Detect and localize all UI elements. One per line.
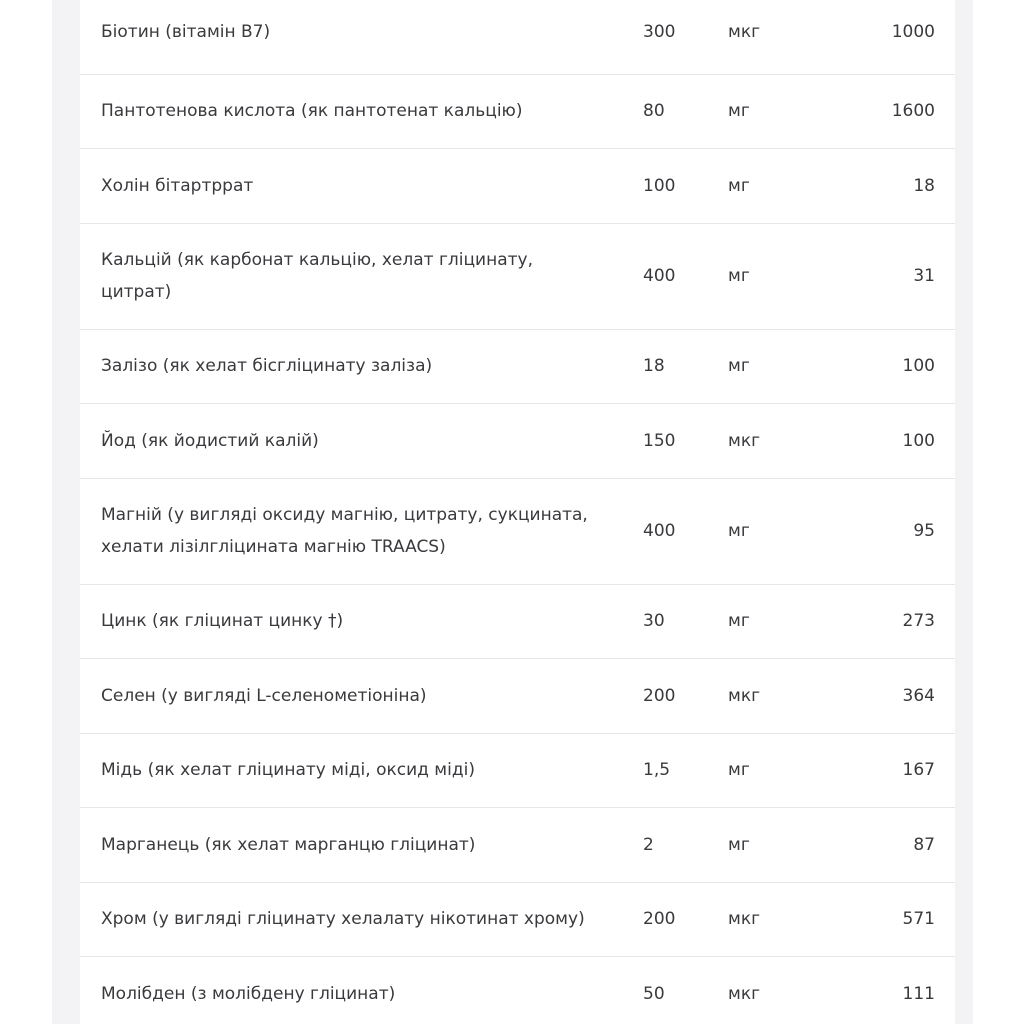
nutrient-daily-value: 31 [913,266,935,286]
table-row [80,75,955,150]
nutrient-daily-value: 111 [902,983,935,1004]
nutrient-daily-value: 95 [913,521,935,541]
left-gutter [52,0,80,1024]
nutrient-daily-value: 87 [913,834,935,855]
table-row [80,479,955,585]
nutrient-name: Марганець (як хелат марганцю гліцинат) [101,834,476,855]
table-row [80,734,955,809]
nutrient-unit: мг [728,760,750,781]
nutrient-amount: 2 [643,834,654,855]
nutrient-amount: 30 [643,611,665,632]
nutrient-daily-value: 18 [913,175,935,196]
nutrient-amount: 150 [643,430,676,451]
right-gutter [955,0,973,1024]
table-row [80,957,955,1024]
table-row [80,404,955,479]
nutrient-name: Магній (у вигляді оксиду магнію, цитрату, сукцината, хелати лізілгліцината магнію TRAACS) [101,505,588,557]
nutrient-unit: мг [728,101,750,122]
table-row [80,330,955,405]
nutrient-unit: мг [728,611,750,632]
table-row [80,149,955,224]
nutrient-unit: мг [728,175,750,196]
nutrient-amount: 200 [643,909,676,930]
nutrient-unit: мкг [728,909,761,930]
nutrient-amount: 200 [643,685,676,706]
nutrient-amount: 18 [643,356,665,377]
nutrient-unit: мг [728,834,750,855]
nutrient-unit: мкг [728,685,761,706]
nutrient-amount: 300 [643,22,676,42]
nutrient-name: Залізо (як хелат бісгліцинату заліза) [101,356,433,377]
nutrient-daily-value: 100 [902,356,935,377]
nutrient-name: Пантотенова кислота (як пантотенат кальцію) [101,101,523,122]
nutrient-name: Холін бітартррат [101,175,254,196]
nutrient-table [80,0,955,1024]
nutrient-unit: мкг [728,430,761,451]
nutrient-daily-value: 273 [902,611,935,632]
nutrient-name: Селен (у вигляді L-селенометіоніна) [101,685,427,706]
nutrient-unit: мкг [728,22,761,42]
nutrient-amount: 1,5 [643,760,671,781]
nutrient-daily-value: 364 [902,685,935,706]
table-row [80,224,955,330]
nutrient-unit: мг [728,266,750,286]
nutrient-name: Молібден (з молібдену гліцинат) [101,983,396,1004]
nutrient-name: Мідь (як хелат гліцинату міді, оксид міді) [101,760,475,781]
table-row [80,659,955,734]
nutrient-amount: 80 [643,101,665,122]
table-row [80,0,955,75]
nutrient-name: Біотин (вітамін B7) [101,22,271,42]
nutrient-daily-value: 1000 [891,22,935,42]
table-row [80,883,955,958]
nutrient-daily-value: 571 [902,909,935,930]
nutrient-unit: мкг [728,983,761,1004]
nutrient-amount: 100 [643,175,676,196]
nutrient-unit: мг [728,521,750,541]
nutrient-name: Кальцій (як карбонат кальцію, хелат гліцинату, цитрат) [101,250,533,302]
nutrient-name: Хром (у вигляді гліцинату хелалату нікотинат хрому) [101,909,585,930]
nutrient-name: Йод (як йодистий калій) [101,430,319,451]
table-row [80,585,955,660]
nutrient-daily-value: 167 [902,760,935,781]
nutrient-name: Цинк (як гліцинат цинку †) [101,611,344,632]
table-row [80,808,955,883]
nutrient-unit: мг [728,356,750,377]
nutrient-daily-value: 1600 [891,101,935,122]
nutrient-daily-value: 100 [902,430,935,451]
nutrient-amount: 400 [643,521,676,541]
nutrient-amount: 50 [643,983,665,1004]
nutrient-amount: 400 [643,266,676,286]
